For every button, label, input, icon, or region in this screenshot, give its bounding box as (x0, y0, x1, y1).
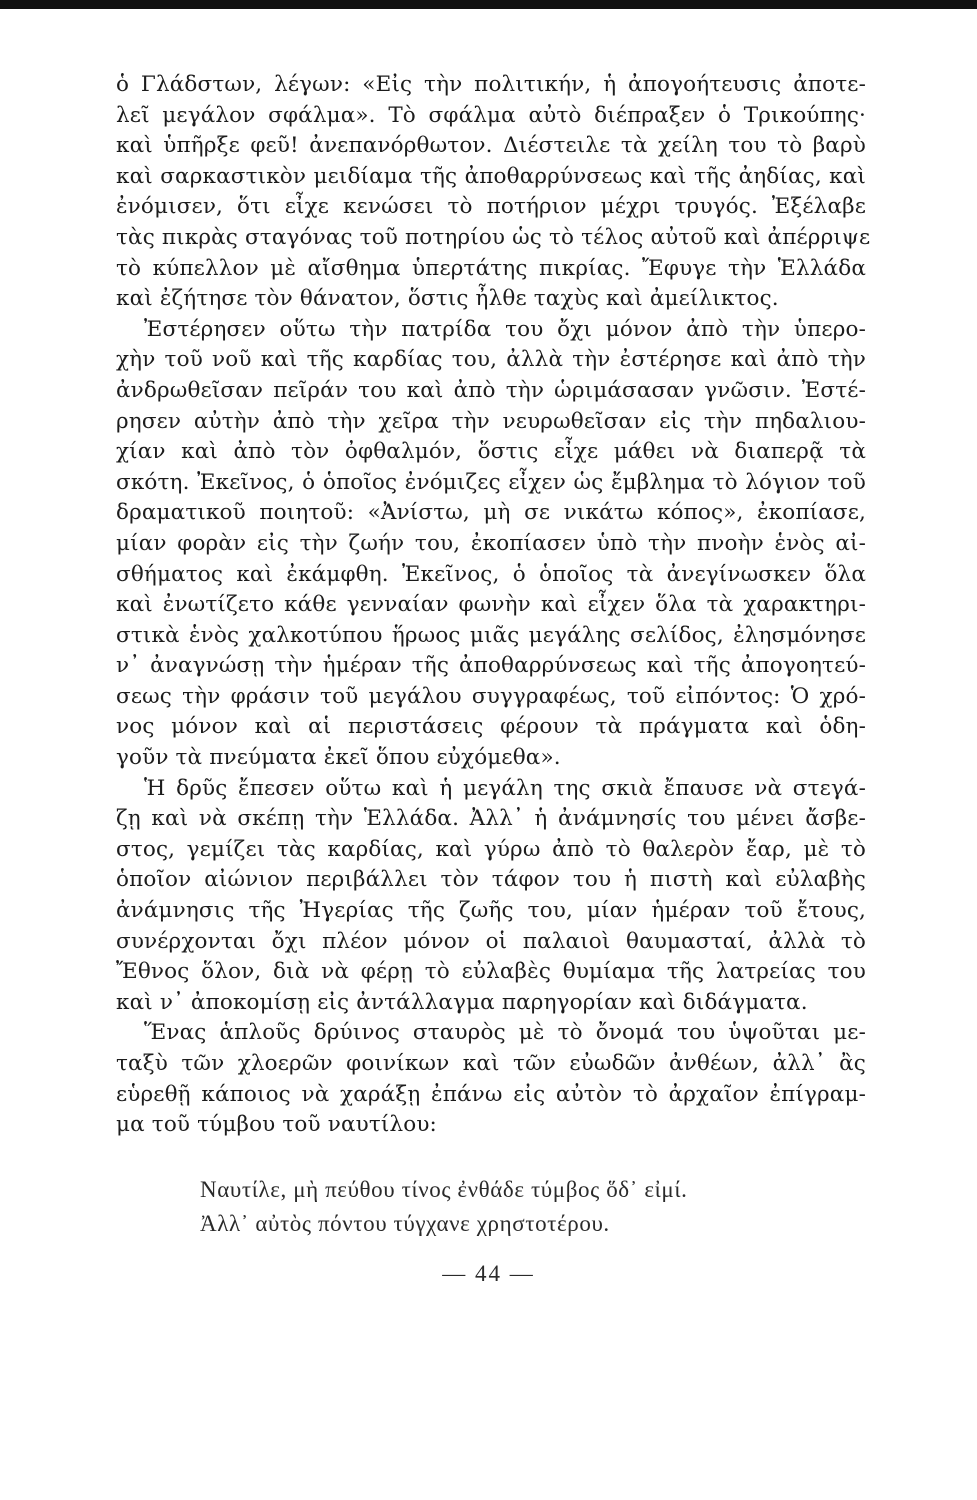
text-line: στικὰ ἑνὸς χαλκοτύπου ἥρωος μιᾶς μεγάλης σελίδος, ἐλησμόνησε (116, 622, 866, 648)
text-line: ὁ Γλάδστων, λέγων: «Εἰς τὴν πολιτικήν, ἡ ἀπογοήτευσις ἀποτε- (116, 72, 866, 97)
text-line: ταξὺ τῶν χλοερῶν φοινίκων καὶ τῶν εὐωδῶν ἀνθέων, ἀλλ᾿ ἂς (116, 1051, 866, 1076)
paragraph-start-line: Ἡ δρῦς ἔπεσεν οὕτω καὶ ἡ μεγάλη της σκιὰ ἔπαυσε νὰ στεγά- (144, 775, 866, 801)
text-line: ὁποῖον αἰώνιον περιβάλλει τὸν τάφον του ἡ πιστὴ καὶ εὐλαβὴς (116, 867, 866, 893)
text-line: σκότη. Ἐκεῖνος, ὁ ὁποῖος ἐνόμιζες εἶχεν ὡς ἔμβλημα τὸ λόγιον τοῦ (116, 469, 866, 495)
text-line: τὰς πικρὰς σταγόνας τοῦ ποτηρίου ὡς τὸ τέλος αὐτοῦ καὶ ἀπέρριψε (116, 224, 871, 250)
text-line: καὶ ν᾿ ἀποκομίσῃ εἰς ἀντάλλαγμα παρηγορίαν καὶ διδάγματα. (116, 989, 808, 1015)
body-text (116, 70, 871, 1141)
text-line: ζῃ καὶ νὰ σκέπῃ τὴν Ἑλλάδα. Ἀλλ᾿ ἡ ἀνάμνησίς του μένει ἄσβε- (116, 806, 866, 832)
text-line: ν᾿ ἀναγνώσῃ τὴν ἡμέραν τῆς ἀποθαρρύνσεως καὶ τῆς ἀπογοητεύ- (116, 653, 866, 679)
text-line: καὶ ἐζήτησε τὸν θάνατον, ὅστις ἦλθε ταχὺς καὶ ἀμείλικτος. (116, 286, 779, 312)
text-line: μα τοῦ τύμβου τοῦ ναυτίλου: (116, 1112, 437, 1138)
text-line: δραματικοῦ ποιητοῦ: «Ἀνίστω, μὴ σε νικάτω κόπος», ἐκοπίασε, (116, 500, 866, 526)
page-number: — 44 — (442, 1261, 535, 1286)
text-line: συνέρχονται ὄχι πλέον μόνον οἱ παλαιοὶ θαυμασταί, ἀλλὰ τὸ (116, 928, 866, 954)
epigram-verse-1: Ναυτίλε, μὴ πεύθου τίνος ἐνθάδε τύμβος ὅδ᾿ εἰμί. (200, 1177, 688, 1202)
paragraph-start-line: Ἐστέρησεν οὕτω τὴν πατρίδα του ὄχι μόνον ἀπὸ τὴν ὑπερο- (144, 316, 866, 342)
text-line: εὑρεθῇ κάποιος νὰ χαράξῃ ἐπάνω εἰς αὐτὸν τὸ ἀρχαῖον ἐπίγραμ- (116, 1081, 866, 1107)
epigram-verse-2: Ἀλλ᾿ αὐτὸς πόντου τύγχανε χρηστοτέρου. (200, 1211, 610, 1236)
text-line: σεως τὴν φράσιν τοῦ μεγάλου συγγραφέως, τοῦ εἰπόντος: Ὁ χρό- (116, 683, 866, 709)
text-line: ἀνδρωθεῖσαν πεῖράν του καὶ ἀπὸ τὴν ὡριμάσασαν γνῶσιν. Ἐστέ- (116, 377, 866, 403)
text-line: νος μόνον καὶ αἱ περιστάσεις φέρουν τὰ πράγματα καὶ ὁδη- (116, 714, 866, 740)
text-line: λεῖ μεγάλον σφάλμα». Τὸ σφάλμα αὐτὸ διέπραξεν ὁ Τρικούπης· (116, 102, 866, 128)
text-line: χίαν καὶ ἀπὸ τὸν ὀφθαλμόν, ὅστις εἶχε μάθει νὰ διαπερᾷ τὰ (116, 439, 866, 465)
text-line: χὴν τοῦ νοῦ καὶ τῆς καρδίας του, ἀλλὰ τὴν ἐστέρησε καὶ ἀπὸ τὴν (116, 347, 866, 373)
text-line: μίαν φορὰν εἰς τὴν ζωήν του, ἐκοπίασεν ὑπὸ τὴν πνοὴν ἑνὸς αἰ- (116, 530, 866, 556)
text-line: σθήματος καὶ ἐκάμφθη. Ἐκεῖνος, ὁ ὁποῖος τὰ ἀνεγίνωσκεν ὅλα (116, 561, 866, 587)
text-line: γοῦν τὰ πνεύματα ἐκεῖ ὅπου εὐχόμεθα». (116, 745, 561, 771)
text-line: καὶ σαρκαστικὸν μειδίαμα τῆς ἀποθαρρύνσεως καὶ τῆς ἀηδίας, καὶ (116, 163, 866, 189)
text-line: στος, γεμίζει τὰς καρδίας, καὶ γύρω ἀπὸ τὸ θαλερὸν ἔαρ, μὲ τὸ (116, 836, 866, 862)
text-line: ἀνάμνησις τῆς Ἠγερίας τῆς ζωῆς του, μίαν ἡμέραν τοῦ ἔτους, (116, 898, 866, 924)
paragraph-start-line: Ἕνας ἁπλοῦς δρύινος σταυρὸς μὲ τὸ ὄνομά του ὑψοῦται με- (144, 1020, 866, 1046)
top-edge-rule (0, 0, 977, 9)
text-line: ρησεν αὐτὴν ἀπὸ τὴν χεῖρα τὴν νευρωθεῖσαν εἰς τὴν πηδαλιου- (116, 408, 866, 434)
text-line: Ἔθνος ὅλον, διὰ νὰ φέρῃ τὸ εὐλαβὲς θυμίαμα τῆς λατρείας του (116, 959, 866, 985)
text-line: ἐνόμισεν, ὅτι εἶχε κενώσει τὸ ποτήριον μέχρι τρυγός. Ἐξέλαβε (116, 194, 866, 220)
text-line: τὸ κύπελλον μὲ αἴσθημα ὑπερτάτης πικρίας. Ἔφυγε τὴν Ἑλλάδα (116, 255, 866, 281)
text-line: καὶ ὑπῆρξε φεῦ! ἀνεπανόρθωτον. Διέστειλε τὰ χείλη του τὸ βαρὺ (116, 133, 866, 159)
text-line: καὶ ἐνωτίζετο κάθε γενναίαν φωνὴν καὶ εἶχεν ὅλα τὰ χαρακτηρι- (116, 592, 866, 618)
